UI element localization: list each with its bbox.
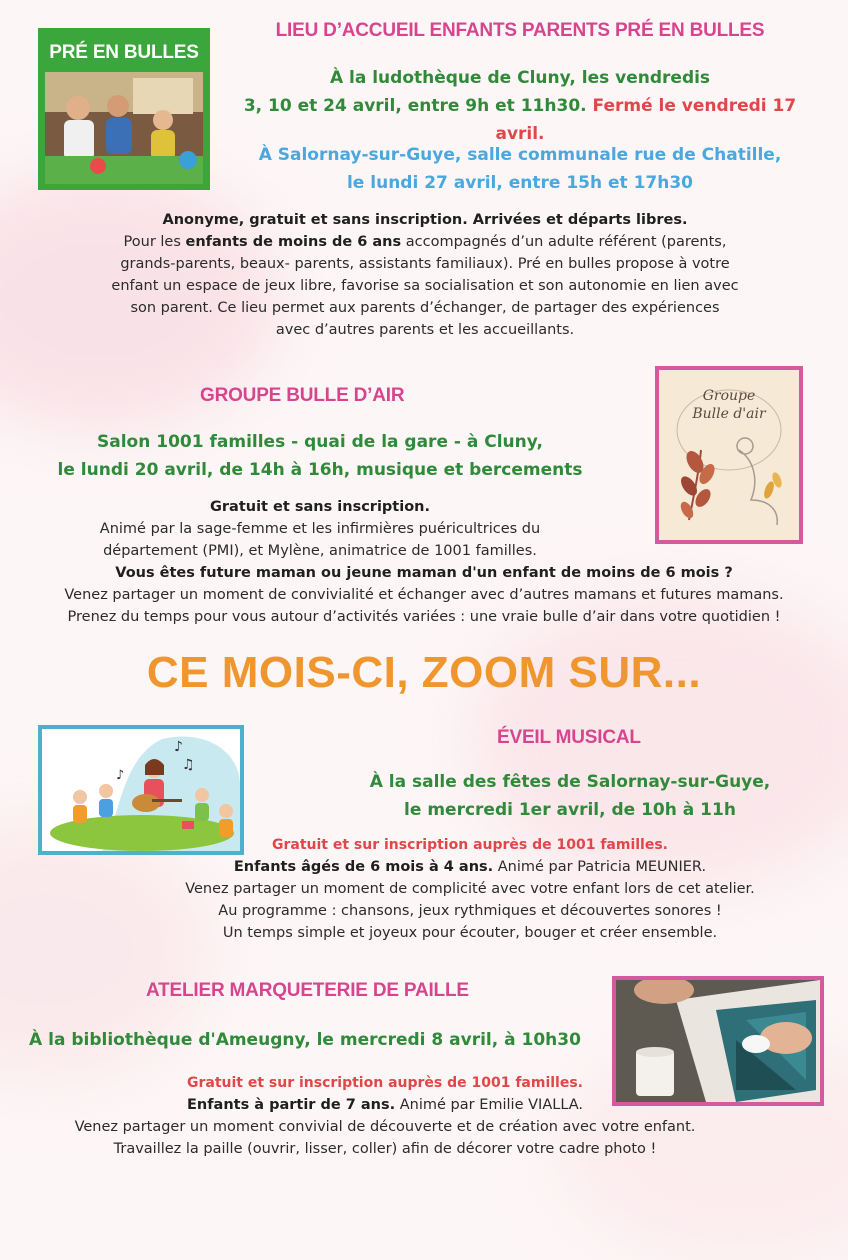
pre-en-bulles-logo-text: PRÉ EN BULLES <box>49 42 199 63</box>
section3-title: ÉVEIL MUSICAL <box>497 727 641 748</box>
location2-line1: À Salornay-sur-Guye, salle communale rue de Chatille, <box>258 145 782 165</box>
section2-line3: Venez partager un moment de convivialité et échanger avec d’autres mamans et futures mamans. <box>64 587 784 603</box>
bulle-dair-logo <box>655 366 803 544</box>
desc-line1: Pour les enfants de moins de 6 ans accompagnés d’un adulte référent (parents, <box>123 234 727 250</box>
section4-registration: Gratuit et sur inscription auprès de 1001 familles. <box>186 1075 584 1091</box>
section4-age: Enfants à partir de 7 ans. Animé par Emilie VIALLA. <box>187 1097 583 1113</box>
section2-location <box>20 428 620 484</box>
section3-age: Enfants âgés de 6 mois à 4 ans. Animé par Patricia MEUNIER. <box>233 859 707 875</box>
section3-loc-line1: À la salle des fêtes de Salornay-sur-Guye, <box>369 772 771 792</box>
section3-description <box>100 834 840 944</box>
svg-text:♪: ♪ <box>116 768 125 783</box>
section2-title: GROUPE BULLE D’AIR <box>200 385 405 406</box>
section1-location1 <box>225 64 815 148</box>
section4-line2: Travaillez la paille (ouvrir, lisser, coller) afin de décorer votre cadre photo ! <box>113 1141 657 1157</box>
section1-title: LIEU D’ACCUEIL ENFANTS PARENTS PRÉ EN BULLES <box>275 20 765 41</box>
location2-line2: le lundi 27 avril, entre 15h et 17h30 <box>346 173 694 193</box>
desc-line3: enfant un espace de jeux libre, favorise sa socialisation et son autonomie en lien avec <box>111 278 739 294</box>
desc-line5: avec d’autres parents et les accueillants. <box>275 322 575 338</box>
section3-loc-line2: le mercredi 1er avril, de 10h à 11h <box>404 800 736 820</box>
pre-en-bulles-photo <box>38 28 210 190</box>
section3-line3: Un temps simple et joyeux pour écouter, bouger et créer ensemble. <box>222 925 718 941</box>
intro-bold: Anonyme, gratuit et sans inscription. Arrivées et départs libres. <box>162 212 688 228</box>
section2-line1: Animé par la sage-femme et les infirmières puéricultrices du <box>99 521 541 537</box>
closed-notice: Fermé le vendredi 17 avril. <box>495 96 797 144</box>
section2-question: Vous êtes future maman ou jeune maman d'un enfant de moins de 6 mois ? <box>115 565 733 581</box>
section3-location <box>300 768 840 824</box>
section2-free: Gratuit et sans inscription. <box>210 499 430 515</box>
age-highlight: enfants de moins de 6 ans <box>185 234 402 250</box>
section2-description <box>20 496 620 562</box>
section3-line1: Venez partager un moment de complicité avec votre enfant lors de cet atelier. <box>185 881 755 897</box>
desc-line2: grands-parents, beaux- parents, assistants familiaux). Pré en bulles propose à votre <box>120 256 730 272</box>
location1-line1: À la ludothèque de Cluny, les vendredis <box>329 68 711 88</box>
section4-description <box>0 1072 770 1160</box>
section2-loc-line1: Salon 1001 familles - quai de la gare - à Cluny, <box>97 432 543 452</box>
section4-location: À la bibliothèque d'Ameugny, le mercredi 8 avril, à 10h30 <box>29 1030 581 1050</box>
bulle-logo-line2: Bulle d'air <box>692 406 766 422</box>
svg-text:♫: ♫ <box>182 757 195 773</box>
section4-title: ATELIER MARQUETERIE DE PAILLE <box>146 980 469 1001</box>
section1-description <box>30 209 820 341</box>
section2-line2: département (PMI), et Mylène, animatrice de 1001 familles. <box>103 543 537 559</box>
section2-loc-line2: le lundi 20 avril, de 14h à 16h, musique et bercements <box>57 460 583 480</box>
desc-line4: son parent. Ce lieu permet aux parents d’échanger, de partager des expériences <box>130 300 720 316</box>
section3-line2: Au programme : chansons, jeux rythmiques et découvertes sonores ! <box>218 903 722 919</box>
location1-line2 <box>225 92 815 148</box>
bulle-logo-line1: Groupe <box>702 388 756 404</box>
section3-registration: Gratuit et sur inscription auprès de 1001 familles. <box>271 837 669 853</box>
section1-location2 <box>225 141 815 197</box>
section2-extra <box>0 562 848 628</box>
section2-line4: Prenez du temps pour vous autour d’activités variées : une vraie bulle d’air dans votre quotidien ! <box>67 609 781 625</box>
section4-line1: Venez partager un moment convivial de découverte et de création avec votre enfant. <box>74 1119 696 1135</box>
zoom-title: CE MOIS-CI, ZOOM SUR... <box>146 648 702 697</box>
svg-text:♪: ♪ <box>174 739 183 755</box>
location1-dates: 3, 10 et 24 avril, entre 9h et 11h30. <box>243 96 587 116</box>
